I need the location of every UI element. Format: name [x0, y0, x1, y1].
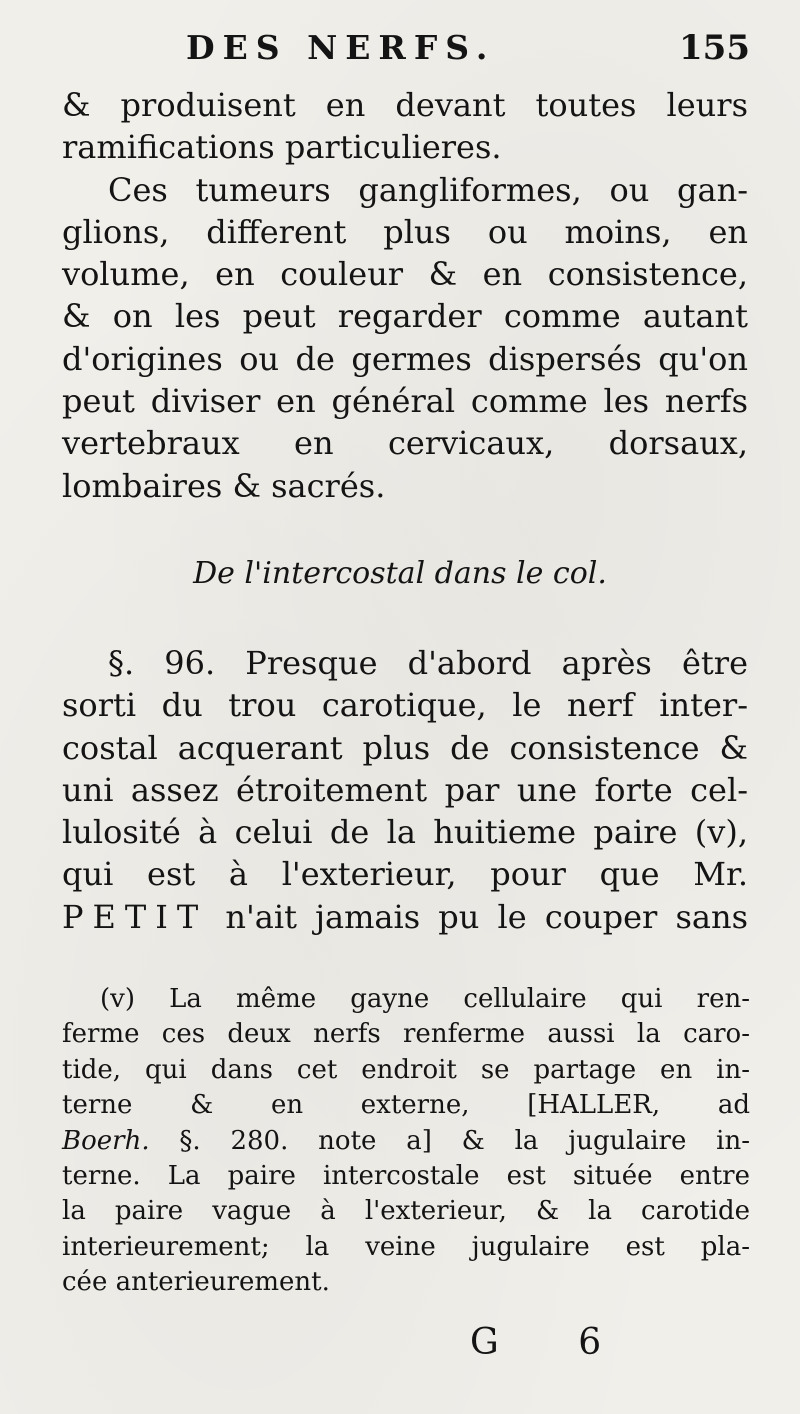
footnote-line: (v) La même gayne cellulaire qui ren-	[100, 984, 750, 1014]
text-line: uni assez étroitement par une forte cel-	[62, 770, 748, 809]
text-line: d'origines ou de germes dispersés qu'on	[62, 339, 748, 378]
footnote-line: terne & en externe, [HALLER, ad	[62, 1090, 750, 1121]
footnote-line: tide, qui dans cet endroit se partage en in-	[62, 1054, 750, 1085]
footnote-line: la paire vague à l'exterieur, & la carotide	[62, 1196, 750, 1227]
section-heading: De l'intercostal dans le col.	[193, 556, 607, 591]
text-line: ramifications particulieres.	[62, 128, 502, 167]
text-line: lombaires & sacrés.	[62, 466, 386, 505]
text-line: Ces tumeurs gangliformes, ou gan-	[108, 170, 748, 209]
text-line: & on les peut regarder comme autant	[62, 297, 748, 336]
text-line	[62, 896, 748, 938]
citation-abbrev: Boerh.	[62, 1125, 150, 1156]
author-name: PETIT	[62, 897, 208, 936]
footnote-line: cée anterieurement.	[62, 1267, 330, 1298]
footnote-line: ferme ces deux nerfs renferme aussi la caro-	[62, 1019, 750, 1050]
text-run: §. 280. note a] & la jugulaire in-	[179, 1125, 750, 1156]
footnote-line	[62, 1124, 750, 1159]
text-line: glions, different plus ou moins, en	[62, 212, 748, 251]
body-text-upper	[62, 84, 748, 507]
text-line: costal acquerant plus de consistence &	[62, 728, 748, 767]
page-header	[0, 22, 800, 72]
signature-mark: G 6	[470, 1322, 636, 1363]
page-number: 155	[679, 28, 750, 68]
text-line: qui est à l'exterieur, pour que Mr.	[62, 855, 748, 894]
text-line: vertebraux en cervicaux, dorsaux,	[62, 424, 748, 463]
footnote-line: terne. La paire intercostale est située entre	[62, 1160, 750, 1191]
text-line: lulosité à celui de la huitieme paire (v),	[62, 813, 748, 852]
footnote	[62, 982, 750, 1301]
text-run: n'ait jamais pu le couper sans	[225, 897, 749, 936]
text-line: §. 96. Presque d'abord après être	[108, 644, 748, 682]
body-text-lower	[62, 642, 748, 938]
footnote-line: interieurement; la veine jugulaire est pla-	[62, 1231, 750, 1262]
text-line: & produisent en devant toutes leurs	[62, 86, 748, 124]
text-line: peut diviser en général comme les nerfs	[62, 382, 748, 421]
text-line: volume, en couleur & en consistence,	[62, 255, 748, 294]
text-line: sorti du trou carotique, le nerf inter-	[62, 686, 748, 725]
running-title: DES NERFS.	[186, 28, 496, 67]
